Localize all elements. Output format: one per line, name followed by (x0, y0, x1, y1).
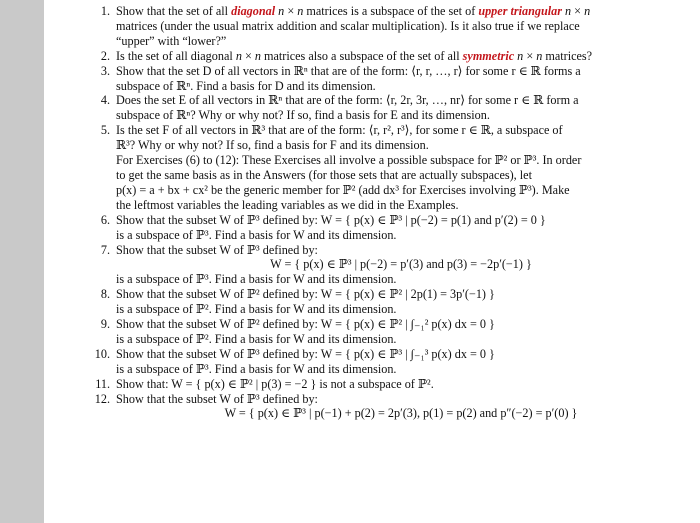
exercise-number: 1. (100, 4, 110, 18)
exercise-12-line-1: Show that the subset W of ℙ³ defined by: (116, 391, 318, 406)
exercise-number: 5. (100, 123, 110, 138)
diagonal-emphasis: diagonal (231, 4, 276, 18)
exercise-number: 12. (94, 391, 110, 406)
exercise-1 (86, 4, 686, 49)
exercise-1-line-2: matrices (under the usual matrix addition and scalar multiplication). Is it also true if we replace (116, 18, 580, 33)
instructions-line-2: to get the same basis as in the Answers (for those sets that are actually subspaces), let (116, 167, 532, 182)
exercise-3-line-1: Show that the set D of all vectors in ℝⁿ that are of the form: ⟨r, r, …, r⟩ for some r ∈ ℝ forms a (116, 63, 581, 78)
exercise-number: 6. (100, 212, 110, 227)
exercise-5-line-1: Is the set F of all vectors in ℝ³ that are of the form: ⟨r, r², r³⟩, for some r ∈ ℝ, a subspace of (116, 123, 563, 138)
exercise-12-display-equation: W = { p(x) ∈ ℙ³ | p(−1) + p(2) = 2p′(3), p(1) = p(2) and p″(−2) = p′(0) } (224, 406, 578, 421)
exercise-12 (86, 392, 686, 422)
instructions-line-1: For Exercises (6) to (12): These Exercises all involve a possible subspace for ℙ² or ℙ³. In order (116, 153, 582, 168)
exercise-11 (86, 377, 686, 392)
exercise-8 (86, 287, 686, 317)
exercise-9-line-2: is a subspace of ℙ². Find a basis for W and its dimension. (116, 331, 397, 346)
exercise-8-line-2: is a subspace of ℙ². Find a basis for W and its dimension. (116, 302, 397, 317)
exercise-6-line-1: Show that the subset W of ℙ³ defined by: W = { p(x) ∈ ℙ³ | p(−2) = p(1) and p′(2) = 0 } (116, 212, 546, 227)
exercise-2-line-1: Is the set of all diagonal n × n matrices also a subspace of the set of all symmetric n × n matrices? (116, 48, 593, 63)
exercise-3-line-2: subspace of ℝⁿ. Find a basis for D and its dimension. (116, 78, 376, 93)
exercise-number: 3. (100, 63, 110, 78)
exercise-7-line-1: Show that the subset W of ℙ³ defined by: (116, 242, 318, 257)
exercise-11-line-1: Show that: W = { p(x) ∈ ℙ² | p(3) = −2 } is not a subspace of ℙ². (116, 376, 434, 391)
exercise-list (86, 4, 686, 421)
exercise-number: 8. (100, 287, 110, 302)
exercise-9 (86, 317, 686, 347)
exercise-8-line-1: Show that the subset W of ℙ² defined by: W = { p(x) ∈ ℙ² | 2p(1) = 3p′(−1) } (116, 287, 495, 302)
exercise-7 (86, 243, 686, 288)
exercise-number: 11. (95, 376, 110, 391)
exercise-2 (86, 49, 686, 64)
exercise-4-line-1: Does the set E of all vectors in ℝⁿ that are of the form: ⟨r, 2r, 3r, …, nr⟩ for some r ∈ ℝ form a (116, 93, 579, 108)
exercise-9-line-1: Show that the subset W of ℙ² defined by: W = { p(x) ∈ ℙ² | ∫₋₁² p(x) dx = 0 } (116, 317, 495, 332)
exercise-number: 10. (94, 346, 110, 361)
instructions-paragraph (86, 153, 686, 213)
document-page (44, 0, 700, 523)
upper-triangular-emphasis: upper triangular (478, 4, 562, 18)
exercise-number: 7. (100, 242, 110, 257)
left-sidebar (0, 0, 44, 523)
exercise-3 (86, 64, 686, 94)
exercise-10-line-1: Show that the subset W of ℙ³ defined by: W = { p(x) ∈ ℙ³ | ∫₋₁³ p(x) dx = 0 } (116, 346, 495, 361)
exercise-10-line-2: is a subspace of ℙ³. Find a basis for W and its dimension. (116, 361, 397, 376)
exercise-1-line-3: “upper” with “lower?” (116, 33, 227, 48)
exercise-7-line-2: is a subspace of ℙ³. Find a basis for W and its dimension. (116, 272, 397, 287)
exercise-5-line-2: ℝ³? Why or why not? If so, find a basis for F and its dimension. (116, 138, 429, 153)
instructions-line-3: p(x) = a + bx + cx² be the generic member for ℙ² (add dx³ for Exercises involving ℙ³). Make (116, 182, 570, 197)
symmetric-emphasis: symmetric (462, 48, 515, 63)
exercise-10 (86, 347, 686, 377)
exercise-1-line-1: Show that the set of all diagonal n × n matrices is a subspace of the set of upper triangular n × n (116, 4, 591, 18)
exercise-5 (86, 123, 686, 153)
exercise-number: 4. (100, 93, 110, 108)
exercise-7-display-equation: W = { p(x) ∈ ℙ³ | p(−2) = p′(3) and p(3) = −2p′(−1) } (270, 257, 532, 272)
exercise-4 (86, 93, 686, 123)
exercise-6 (86, 213, 686, 243)
exercise-number: 9. (100, 317, 110, 332)
exercise-4-line-2: subspace of ℝⁿ? Why or why not? If so, find a basis for E and its dimension. (116, 108, 490, 123)
instructions-line-4: the leftmost variables the leading variables as we did in the Examples. (116, 197, 459, 212)
exercise-number: 2. (100, 48, 110, 63)
exercise-6-line-2: is a subspace of ℙ³. Find a basis for W and its dimension. (116, 227, 397, 242)
